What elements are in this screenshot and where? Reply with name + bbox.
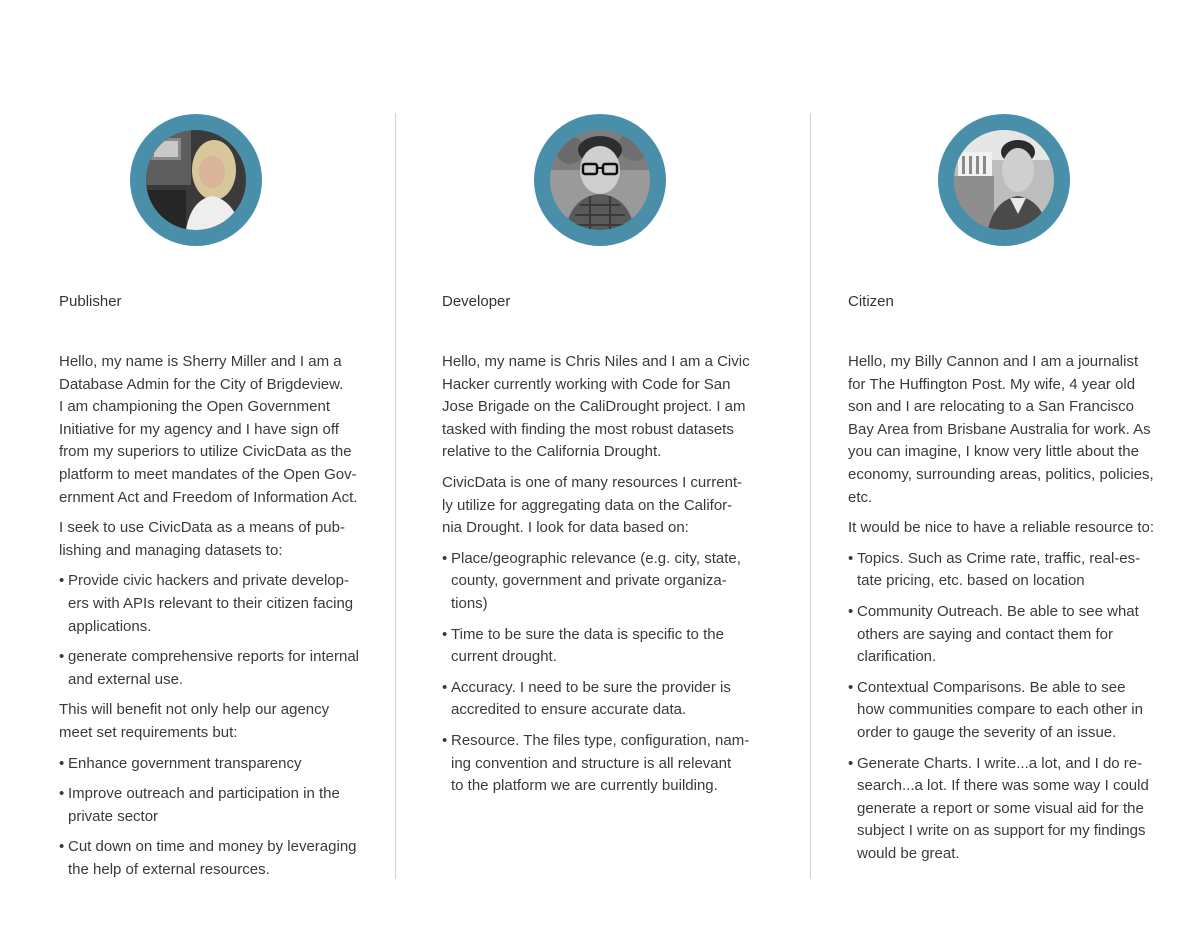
text-line: • Community Outreach. Be able to see what [857,602,1139,620]
text-line: • Topics. Such as Crime rate, traffic, real-es- [857,549,1141,567]
goals-paragraph [59,517,389,562]
text-line: applications. [68,617,152,635]
benefits-list [59,753,389,882]
list-item [442,730,772,798]
text-line: • Enhance government transparency [68,754,302,772]
persona-role: Developer [442,293,511,310]
text-line: • Provide civic hackers and private develop- [68,572,349,590]
intro-paragraph [848,351,1178,509]
text-line: Bay Area from Brisbane Australia for work. As [848,420,1151,438]
text-line: Hello, my Billy Cannon and I am a journalist [848,353,1139,370]
text-line: clarification. [857,648,937,666]
text-line: nia Drought. I look for data based on: [442,519,689,537]
text-line: and external use. [68,670,184,688]
list-item [59,570,389,638]
text-line: CivicData is one of many resources I current- [442,473,743,491]
text-line: search...a lot. If there was some way I could [857,777,1149,795]
text-line: Jose Brigade on the CaliDrought project. I am [442,398,746,416]
goals-paragraph [848,517,1178,540]
text-line: Hello, my name is Sherry Miller and I am a [59,353,342,370]
list-item [59,646,389,691]
persona-role: Publisher [59,293,122,310]
text-line: It would be nice to have a reliable resource to: [848,519,1155,537]
text-line: private sector [68,807,159,825]
text-line: I seek to use CivicData as a means of pub- [59,519,345,537]
list-item [848,753,1178,866]
text-line: order to gauge the severity of an issue. [857,723,1117,741]
text-line: to the platform we are currently building. [451,777,718,795]
text-line: • Contextual Comparisons. Be able to see [857,678,1126,696]
text-line: tions) [451,594,488,612]
list-item [848,677,1178,745]
portrait-photo-icon [954,130,1054,230]
column-divider-1 [395,113,396,879]
text-line: Hello, my name is Chris Niles and I am a Civic [442,353,750,370]
persona-description [442,351,772,806]
text-line: • generate comprehensive reports for internal [68,648,359,666]
text-line: you can imagine, I know very little about the [848,443,1139,461]
text-line: others are saying and contact them for [857,625,1113,643]
portrait-photo-icon [550,130,650,230]
text-line: the help of external resources. [68,860,270,878]
text-line: • Place/geographic relevance (e.g. city, state, [451,549,741,567]
text-line: how communities compare to each other in [857,701,1143,719]
text-line: Hacker currently working with Code for San [442,375,731,393]
text-line: meet set requirements but: [59,723,238,741]
avatar [938,114,1070,246]
text-line: for The Huffington Post. My wife, 4 year old [848,375,1136,393]
list-item [442,624,772,669]
list-item [59,836,389,881]
goals-list [848,548,1178,866]
list-item [59,753,389,776]
portrait-photo-icon [146,130,246,230]
text-line: from my superiors to utilize CivicData as the [59,443,352,461]
text-line: ly utilize for aggregating data on the Califor- [442,496,733,514]
text-line: would be great. [857,844,960,862]
text-line: • Improve outreach and participation in the [68,785,340,803]
text-line: • Resource. The files type, configuration, nam- [451,731,750,749]
intro-paragraph [59,351,389,509]
benefits-paragraph [59,699,389,744]
list-item [59,783,389,828]
text-line: lishing and managing datasets to: [59,541,283,559]
goals-list [442,548,772,798]
text-line: tasked with finding the most robust datasets [442,420,734,438]
persona-role: Citizen [848,293,894,310]
text-line: tate pricing, etc. based on location [857,572,1085,590]
avatar [130,114,262,246]
text-line: Initiative for my agency and I have sign off [59,420,339,438]
text-line: county, government and private organiza- [451,572,727,590]
text-line: platform to meet mandates of the Open Gov- [59,465,357,483]
text-line: generate a report or some visual aid for the [857,799,1144,817]
goals-list [59,570,389,691]
text-line: etc. [848,488,873,506]
text-line: ers with APIs relevant to their citizen facing [68,594,354,612]
text-line: Database Admin for the City of Brigdeview. [59,375,344,393]
text-line: current drought. [451,648,557,666]
intro-paragraph [442,351,772,464]
text-line: economy, surrounding areas, politics, policies, [848,465,1154,483]
text-line: • Generate Charts. I write...a lot, and I do re- [857,754,1143,772]
persona-description [59,351,389,889]
text-line: subject I write on as support for my findings [857,822,1146,840]
list-item [848,601,1178,669]
text-line: relative to the California Drought. [442,443,662,461]
text-line: • Accuracy. I need to be sure the provider is [451,678,731,696]
avatar [534,114,666,246]
text-line: This will benefit not only help our agency [59,701,330,719]
text-line: ing convention and structure is all relevant [451,754,732,772]
list-item [442,548,772,616]
text-line: son and I are relocating to a San Francisco [848,398,1134,416]
goals-paragraph [442,472,772,540]
list-item [442,677,772,722]
text-line: I am championing the Open Government [59,398,330,416]
text-line: accredited to ensure accurate data. [451,701,687,719]
column-divider-2 [810,113,811,879]
text-line: • Cut down on time and money by leveraging [68,838,357,856]
persona-description [848,351,1178,873]
text-line: ernment Act and Freedom of Information Act. [59,488,358,506]
text-line: • Time to be sure the data is specific to the [451,625,724,643]
list-item [848,548,1178,593]
